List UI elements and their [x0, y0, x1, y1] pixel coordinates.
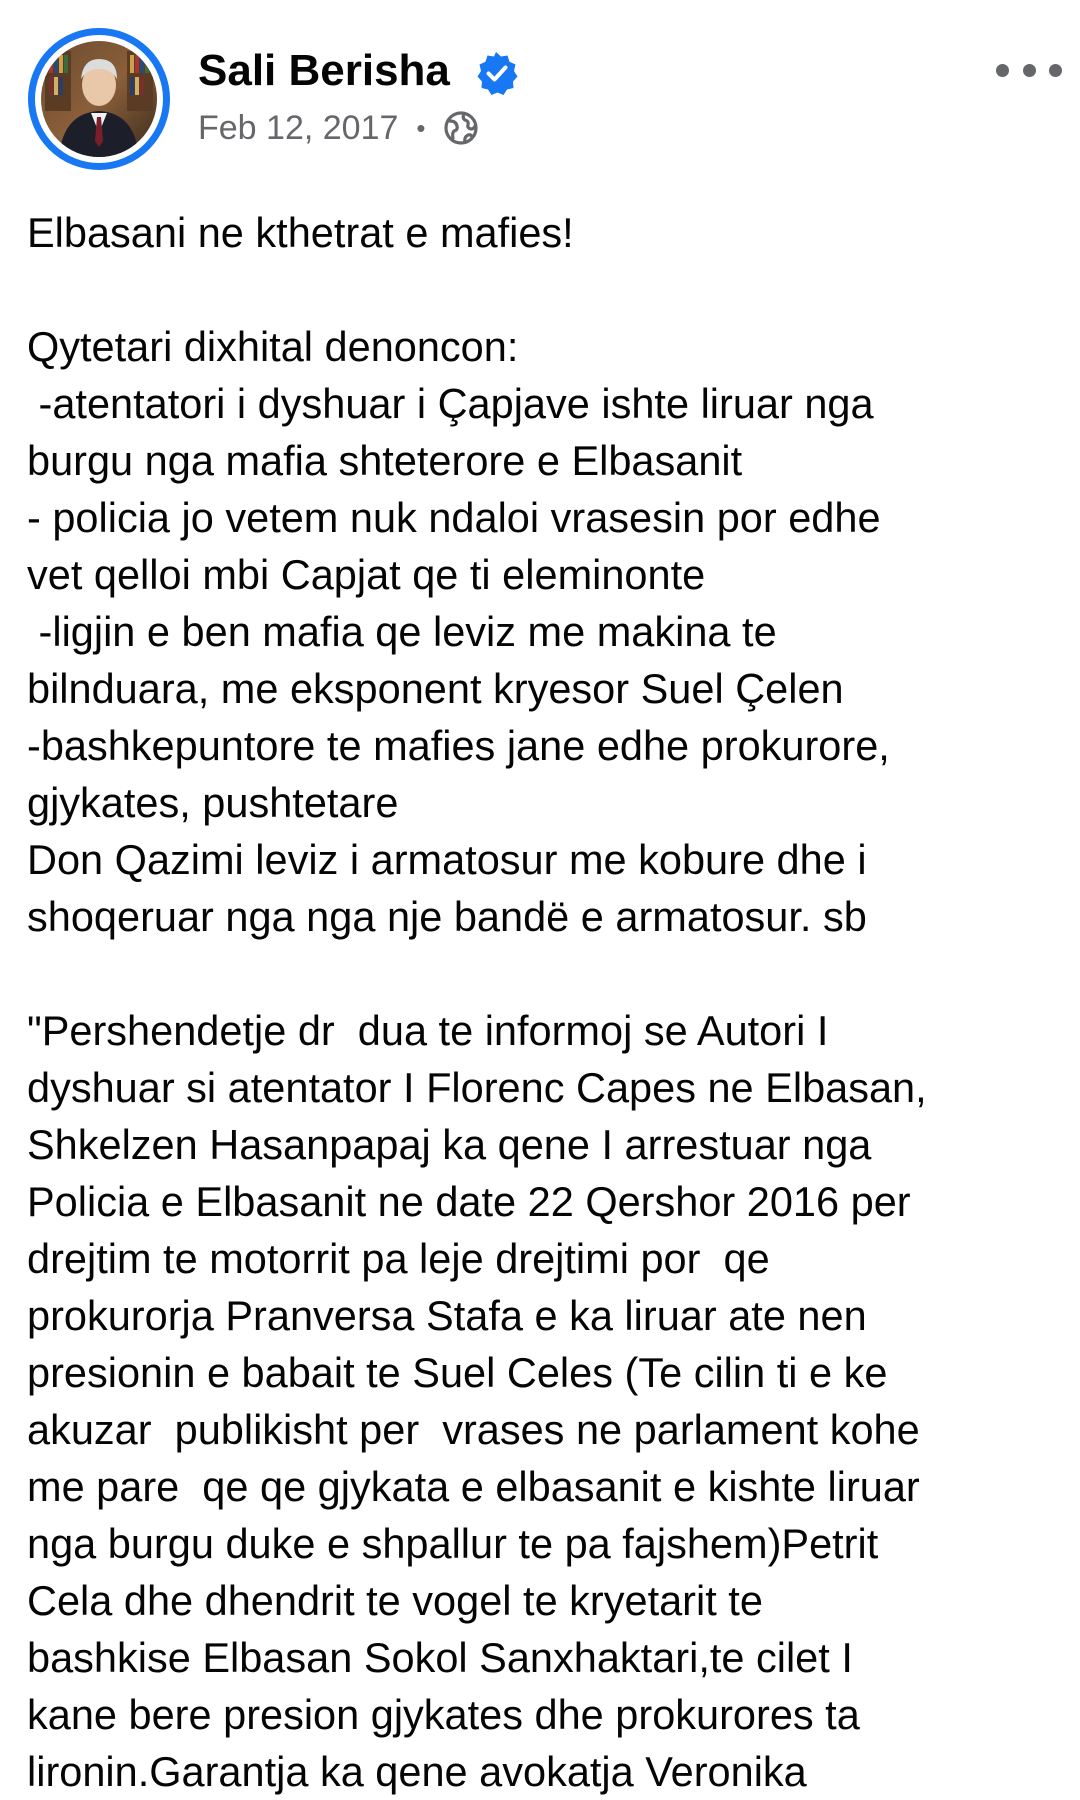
post-text-line: presionin e babait te Suel Celes (Te cilin ti e ke — [27, 1349, 888, 1396]
post-date[interactable]: Feb 12, 2017 — [198, 108, 399, 147]
post-text-line: Qytetari dixhital denoncon: — [27, 323, 519, 370]
post-text-line: Cela dhe dhendrit te vogel te kryetarit te — [27, 1577, 763, 1624]
post-meta — [198, 106, 480, 150]
post-text-line: -atentatori i dyshuar i Çapjave ishte liruar nga — [27, 380, 874, 427]
post-text-line: Don Qazimi leviz i armatosur me kobure dhe i — [27, 836, 867, 883]
post-text-line: akuzar publikisht per vrases ne parlament kohe — [27, 1406, 920, 1453]
avatar-photo — [41, 41, 157, 157]
post-text-line: shoqeruar nga nga nje bandë e armatosur. sb — [27, 893, 867, 940]
post-text-line: dyshuar si atentator I Florenc Capes ne Elbasan, — [27, 1064, 927, 1111]
post-text-line: Shkelzen Hasanpapaj ka qene I arrestuar nga — [27, 1121, 872, 1168]
post-text-line: Elbasani ne kthetrat e mafies! — [27, 209, 574, 256]
author-name[interactable]: Sali Berisha — [198, 46, 450, 95]
post-text — [27, 204, 1057, 1800]
post-text-line: - policia jo vetem nuk ndaloi vrasesin por edhe — [27, 494, 881, 541]
more-dot — [1023, 64, 1036, 77]
more-dot — [1049, 64, 1062, 77]
post-text-line: Policia e Elbasanit ne date 22 Qershor 2016 per — [27, 1178, 911, 1225]
post-text-line: vet qelloi mbi Capjat qe ti eleminonte — [27, 551, 706, 598]
globe-icon[interactable] — [442, 109, 480, 147]
post-text-line: gjykates, pushtetare — [27, 779, 399, 826]
post-text-line: bilnduara, me eksponent kryesor Suel Çelen — [27, 665, 844, 712]
post-text-line: burgu nga mafia shteterore e Elbasanit — [27, 437, 743, 484]
post-text-line: -ligjin e ben mafia qe leviz me makina te — [27, 608, 777, 655]
post-text-line: bashkise Elbasan Sokol Sanxhaktari,te cilet I — [27, 1634, 853, 1681]
post-text-line: lironin.Garantja ka qene avokatja Veronika — [27, 1748, 807, 1795]
post-text-line: "Pershendetje dr dua te informoj se Autori I — [27, 1007, 829, 1054]
post-text-line: me pare qe qe gjykata e elbasanit e kishte liruar — [27, 1463, 920, 1510]
verified-badge-icon — [474, 50, 520, 96]
paragraph-gap — [27, 945, 1057, 1002]
post-text-line: -bashkepuntore te mafies jane edhe prokurore, — [27, 722, 890, 769]
more-options-icon[interactable] — [996, 52, 1062, 88]
profile-avatar[interactable] — [28, 28, 170, 170]
more-dot — [996, 64, 1009, 77]
post-text-line: nga burgu duke e shpallur te pa fajshem)Petrit — [27, 1520, 879, 1567]
post-text-line: drejtim te motorrit pa leje drejtimi por qe — [27, 1235, 770, 1282]
post-text-line: prokurorja Pranversa Stafa e ka liruar ate nen — [27, 1292, 867, 1339]
meta-separator: • — [416, 113, 426, 143]
post-text-line: kane bere presion gjykates dhe prokurores ta — [27, 1691, 860, 1738]
paragraph-gap — [27, 261, 1057, 318]
